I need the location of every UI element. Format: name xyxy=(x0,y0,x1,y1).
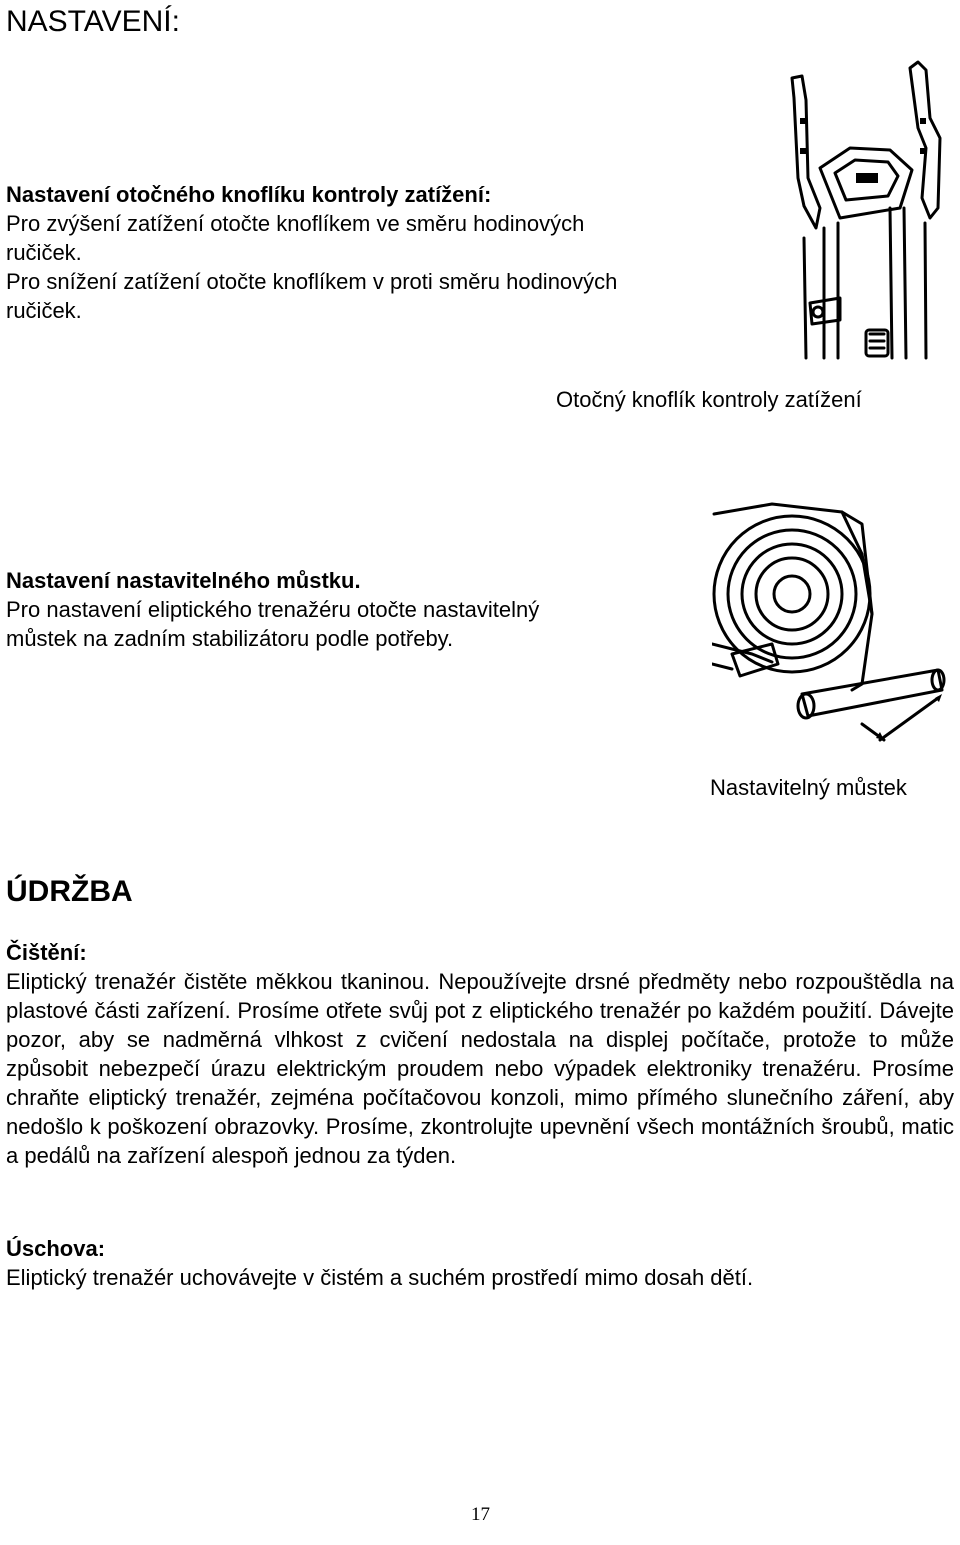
load-knob-figure-caption: Otočný knoflík kontroly zatížení xyxy=(556,387,862,412)
stabilizer-heading: Nastavení nastavitelného můstku. xyxy=(6,568,361,593)
maintenance-storage xyxy=(6,1234,954,1292)
stabilizer-illustration xyxy=(712,494,948,750)
storage-heading: Úschova: xyxy=(6,1236,106,1261)
load-knob-line-3: Pro snížení zatížení otočte knoflíkem v proti směru hodinových xyxy=(6,269,618,294)
load-knob-line-4: ručiček. xyxy=(6,298,82,323)
load-knob-heading: Nastavení otočného knoflíku kontroly zatížení: xyxy=(6,182,492,207)
page-title: NASTAVENÍ: xyxy=(6,5,180,38)
stabilizer-section xyxy=(6,566,686,653)
load-knob-section xyxy=(6,180,766,325)
maintenance-cleaning xyxy=(6,938,954,1170)
stabilizer-line-2: můstek na zadním stabilizátoru podle potřeby. xyxy=(6,626,454,651)
load-knob-line-2: ručiček. xyxy=(6,240,82,265)
stabilizer-figure-caption: Nastavitelný můstek xyxy=(710,775,907,800)
page-number: 17 xyxy=(471,1504,490,1525)
maintenance-title: ÚDRŽBA xyxy=(6,875,133,908)
load-knob-line-1: Pro zvýšení zatížení otočte knoflíkem ve směru hodinových xyxy=(6,211,585,236)
stabilizer-line-1: Pro nastavení eliptického trenažéru otočte nastavitelný xyxy=(6,597,540,622)
handlebar-illustration xyxy=(780,58,950,383)
storage-text: Eliptický trenažér uchovávejte v čistém a suchém prostředí mimo dosah dětí. xyxy=(6,1265,754,1290)
cleaning-heading: Čištění: xyxy=(6,940,87,965)
cleaning-text: Eliptický trenažér čistěte měkkou tkaninou. Nepoužívejte drsné předměty nebo rozpouštědla na plastové části zařízení. Prosíme otřete svůj pot z eliptického trenažér po každém použití. Dávejte pozor, aby se nadměrná vlhkost z cvičení nedostala na displej počítače, protože to může způsobit nebezpečí úrazu elektrickým proudem nebo výpadek elektroniky trenažéru. Prosíme chraňte eliptický trenažér, zejména počítačovou konzoli, mimo přímého slunečního záření, aby nedošlo k poškození obrazovky. Prosíme, zkontrolujte upevnění všech montážních šroubů, matic a pedálů na zařízení alespoň jednou za týden. xyxy=(6,969,954,1168)
